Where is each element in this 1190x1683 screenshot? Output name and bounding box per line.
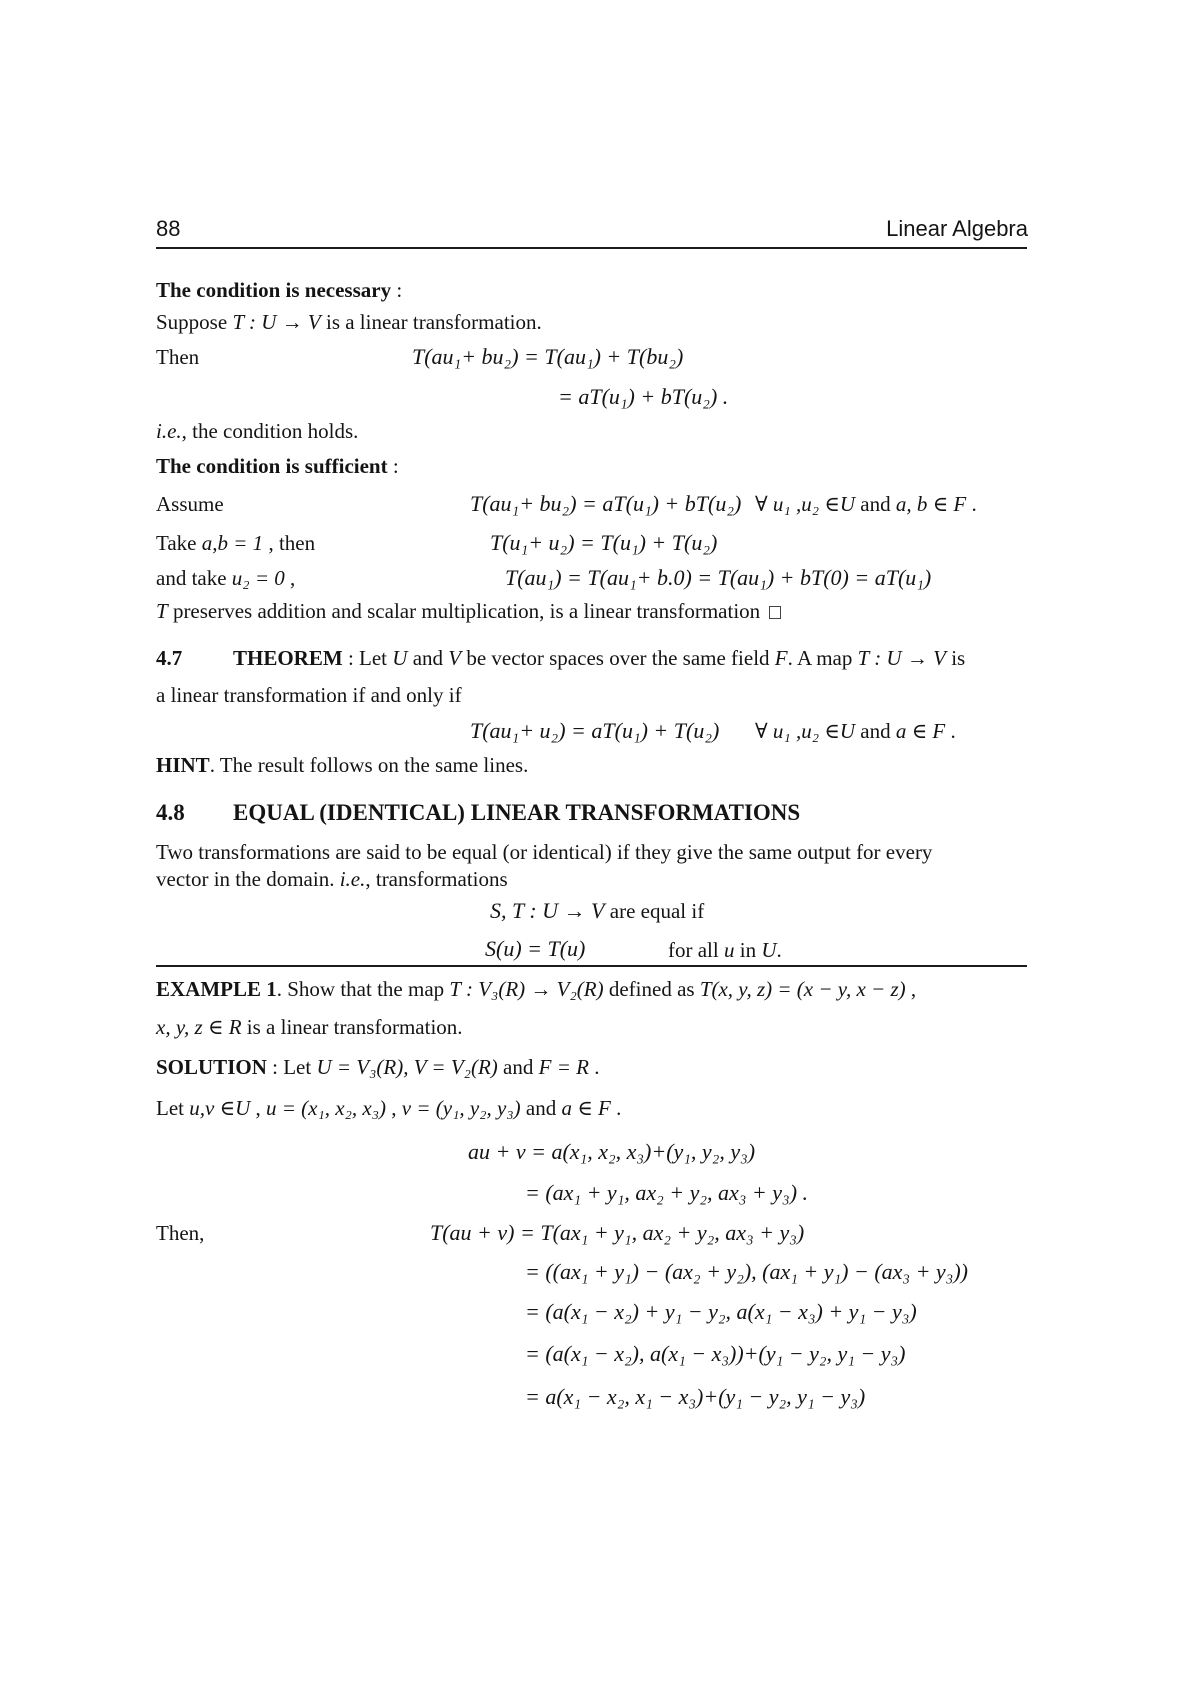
take-math: a,b = 1 [201,531,264,555]
header-rule [156,247,1027,249]
line-suppose [156,310,542,335]
cond-for-all-u [668,938,782,963]
cond-assume-and: and [855,492,896,516]
line-let-uv [156,1096,621,1121]
forall-in: in [734,938,762,962]
conclusion-text: preserves addition and scalar multiplication, is a linear transformation [167,599,761,623]
heading-sufficient-colon: : [387,454,399,478]
eq-au-v-1: au + v = a(x₁, x₂, x₃)+(y₁, y₂, y₃) [468,1139,756,1164]
suppose-post: is a linear transformation. [320,310,542,334]
heading-necessary-colon: : [391,278,403,302]
example-line2-tail: is a linear transformation. [241,1015,463,1039]
cond-theorem-forall: ∀ u₁ ,u₂ ∈U [755,719,855,743]
para-equal-1: Two transformations are said to be equal (or identical) if they give the same output for every [156,840,933,864]
let-math-4: a ∈ F [561,1096,611,1120]
heading-necessary [156,278,402,303]
cond-assume-end: . [966,492,977,516]
theorem-text-2: be vector spaces over the same field [461,646,775,670]
para-equal-2 [156,867,508,892]
eq-take: T(u₁+ u₂) = T(u₁) + T(u₂) [490,530,718,555]
line-condition-holds [156,419,358,444]
line-theorem-47-cont: a linear transformation if and only if [156,683,462,707]
forall-u: u [723,938,735,962]
label-then: Then [156,345,200,369]
line-solution [156,1055,599,1080]
line-conclusion [156,599,781,624]
let-math-2: u = (x₁, x₂, x₃) [266,1096,387,1120]
line-example-1-cont [156,1015,463,1040]
section-divider-rule [156,965,1027,967]
let-pre: Let [156,1096,190,1120]
solution-end: . [588,1055,600,1079]
cond-theorem-field: a ∈ F [895,719,946,743]
eq-necessary-2: = aT(u₁) + bT(u₂) . [558,384,729,409]
cond-theorem-and: and [855,719,896,743]
solution-math-2: F = R [538,1055,589,1079]
ie-tail: , the condition holds. [181,419,359,443]
page-number: 88 [156,216,181,241]
theorem-and: and [407,646,449,670]
heading-necessary-text: The condition is necessary [156,278,392,302]
theorem-V: V [448,646,462,670]
theorem-map-math: T : U → V [857,646,946,670]
cond-assume [755,492,977,517]
let-comma-2: , [386,1096,402,1120]
proof-end-square-icon [769,606,781,619]
section-number: 4.8 [156,800,185,825]
forall-end: . [776,938,782,962]
let-and: and [520,1096,562,1120]
eq-theorem-47: T(au₁+ u₂) = aT(u₁) + T(u₂) [470,718,720,743]
eq-equal-def-1 [490,898,704,924]
eq-expand-3: = (a(x₁ − x₂), a(x₁ − x₃))+(y₁ − y₂, y₁ − y₃) [525,1341,906,1366]
theorem-text-1: : Let [342,646,393,670]
take-post: , then [263,531,316,555]
theorem-F: F [774,646,788,670]
example-def-math: T(x, y, z) = (x − y, x − z) [699,977,906,1001]
theorem-label: THEOREM [233,646,343,670]
suppose-pre: Suppose [156,310,233,334]
heading-sufficient [156,454,399,479]
cond-assume-forall: ∀ u₁ ,u₂ ∈U [755,492,855,516]
equal-def-tail: are equal if [604,899,705,923]
theorem-text-4: is [945,646,966,670]
label-then-2: Then, [156,1221,205,1245]
eq-assume: T(au₁+ bu₂) = aT(u₁) + bT(u₂) [470,491,742,516]
label-and-take [156,566,295,591]
cond-assume-field: a, b ∈ F [895,492,967,516]
eq-expand-1: = ((ax₁ + y₁) − (ax₂ + y₂), (ax₁ + y₁) − (ax₃ + y₃)) [525,1259,968,1284]
equal-def-math: S, T : U → V [490,898,605,923]
line-example-1 [156,977,916,1002]
eq-equal-def-2: S(u) = T(u) [485,936,586,961]
para-equal-2-pre: vector in the domain. [156,867,340,891]
eq-and-take: T(au₁) = T(au₁+ b.0) = T(au₁) + bT(0) = aT(u₁) [505,565,932,590]
example-text-3: , [905,977,917,1001]
conclusion-T: T [156,599,168,623]
heading-sufficient-text: The condition is sufficient [156,454,388,478]
example-label: EXAMPLE 1 [156,977,277,1001]
eq-expand-4: = a(x₁ − x₂, x₁ − x₃)+(y₁ − y₂, y₁ − y₃) [525,1384,866,1409]
example-xyz-math: x, y, z ∈ R [156,1015,242,1039]
example-map-math: T : V₃(R) → V₂(R) [449,977,604,1001]
section-title: EQUAL (IDENTICAL) LINEAR TRANSFORMATIONS [233,800,801,825]
eq-au-v-2: = (ax₁ + y₁, ax₂ + y₂, ax₃ + y₃) . [525,1180,809,1205]
solution-math-1: U = V₃(R), V = V₂(R) [316,1055,498,1079]
and-take-pre: and take [156,566,232,590]
para-equal-2-ie: i.e. [339,867,366,891]
solution-label: SOLUTION [156,1055,267,1079]
suppose-math: T : U → V [232,310,321,334]
let-math-3: v = (y₁, y₂, y₃) [401,1096,521,1120]
theorem-text-3: . A map [787,646,858,670]
cond-theorem-end: . [945,719,956,743]
cond-theorem-47 [755,719,956,744]
label-take [156,531,315,556]
heading-theorem-47 [156,646,965,671]
forall-pre: for all [668,938,724,962]
example-text-2: defined as [603,977,700,1001]
book-title: Linear Algebra [886,216,1028,241]
eq-expand-2: = (a(x₁ − x₂) + y₁ − y₂, a(x₁ − x₃) + y₁ − y₃) [525,1299,917,1324]
theorem-number: 4.7 [156,646,183,670]
solution-text-1: : Let [266,1055,317,1079]
let-comma-1: , [250,1096,267,1120]
hint-label: HINT [156,753,210,777]
and-take-post: , [284,566,296,590]
line-hint [156,753,528,778]
solution-and: and [497,1055,539,1079]
hint-text: . The result follows on the same lines. [209,753,529,777]
forall-U: U [761,938,777,962]
ie-abbrev: i.e. [156,419,182,443]
take-pre: Take [156,531,202,555]
eq-T-au-v: T(au + v) = T(ax₁ + y₁, ax₂ + y₂, ax₃ + y₃) [430,1220,805,1245]
let-math-1: u,v ∈U [189,1096,251,1120]
theorem-U: U [392,646,408,670]
para-equal-2-post: , transformations [365,867,508,891]
label-assume: Assume [156,492,224,516]
eq-necessary-1: T(au₁+ bu₂) = T(au₁) + T(bu₂) [412,344,684,369]
example-text-1: . Show that the map [276,977,450,1001]
let-end: . [610,1096,622,1120]
heading-section-48 [156,799,800,827]
and-take-math: u₂ = 0 [231,566,285,590]
